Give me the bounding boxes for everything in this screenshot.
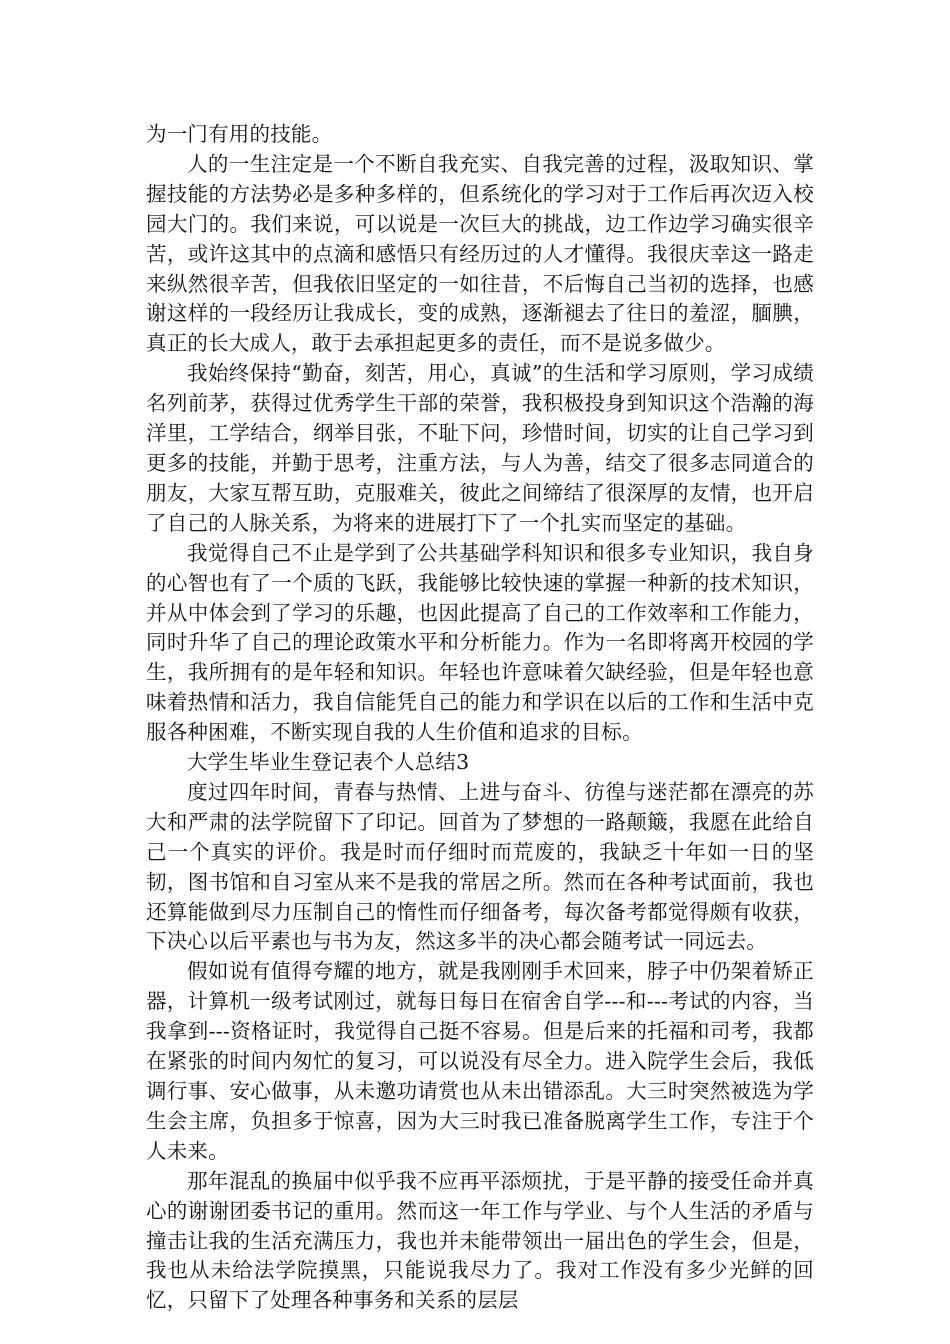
paragraph-4: 我觉得自己不止是学到了公共基础学科知识和很多专业知识，我自身的心智也有了一个质的飞跃，我能够比较快速的掌握一种新的技术知识，并从中体会到了学习的乐趣，也因此提高了自己的工作效率和工作能力，同时升华了自己的理论政策水平和分析能力。作为一名即将离开校园的学生，我所拥有的是年轻和知识。年轻也许意味着欠缺经验，但是年轻也意味着热情和活力，我自信能凭自己的能力和学识在以后的工作和生活中克服各种困难，不断实现自我的人生价值和追求的目标。 — [146, 540, 814, 745]
paragraph-6: 假如说有值得夸耀的地方，就是我刚刚手术回来，脖子中仍架着矫正器，计算机一级考试刚过，就每日每日在宿舍自学---和---考试的内容，当我拿到---资格证时，我觉得自己挺不容易。但是后来的托福和司考，我都在紧张的时间内匆忙的复习，可以说没有尽全力。进入院学生会后，我低调行事、安心做事，从未邀功请赏也从未出错添乱。大三时突然被选为学生会主席，负担多于惊喜，因为大三时我已准备脱离学生工作，专注于个人未来。 — [146, 959, 814, 1163]
paragraph-5: 度过四年时间，青春与热情、上进与奋斗、彷徨与迷茫都在漂亮的苏大和严肃的法学院留下了印记。回首为了梦想的一路颠簸，我愿在此给自己一个真实的评价。我是时而仔细时而荒废的，我缺乏十年如一日的坚韧，图书馆和自习室从来不是我的常居之所。然而在各种考试面前，我也还算能做到尽力压制自己的惰性而仔细备考，每次备考都觉得颇有收获，下决心以后平素也与书为友，然这多半的决心都会随考试一同远去。 — [146, 779, 814, 954]
section-heading: 大学生毕业生登记表个人总结3 — [187, 750, 470, 775]
paragraph-2: 人的一生注定是一个不断自我充实、自我完善的过程，汲取知识、掌握技能的方法势必是多种多样的，但系统化的学习对于工作后再次迈入校园大门的。我们来说，可以说是一次巨大的挑战，边工作边学习确实很辛苦，或许这其中的点滴和感悟只有经历过的人才懂得。我很庆幸这一路走来纵然很辛苦，但我依旧坚定的一如往昔，不后悔自己当初的选择，也感谢这样的一段经历让我成长，变的成熟，逐渐褪去了往日的羞涩，腼腆，真正的长大成人，敢于去承担起更多的责任，而不是说多做少。 — [146, 151, 814, 356]
document-page — [146, 120, 814, 1316]
paragraph-3: 我始终保持“勤奋，刻苦，用心，真诚”的生活和学习原则，学习成绩名列前茅，获得过优秀学生干部的荣誉，我积极投身到知识这个浩瀚的海洋里，工学结合，纲举目张，不耻下问，珍惜时间，切实的让自己学习到更多的技能，并勤于思考，注重方法，与人为善，结交了很多志同道合的朋友，大家互帮互助，克服难关，彼此之间缔结了很深厚的友情，也开启了自己的人脉关系，为将来的进展打下了一个扎实而坚定的基础。 — [146, 361, 814, 535]
paragraph-7: 那年混乱的换届中似乎我不应再平添烦扰，于是平静的接受任命并真心的谢谢团委书记的重用。然而这一年工作与学业、与个人生活的矛盾与撞击让我的生活充满压力，我也并未能带领出一届出色的学生会，但是，我也从未给法学院摸黑，只能说我尽力了。我对工作没有多少光鲜的回忆，只留下了处理各种事务和关系的层层 — [146, 1168, 814, 1313]
paragraph-1: 为一门有用的技能。 — [146, 122, 333, 146]
